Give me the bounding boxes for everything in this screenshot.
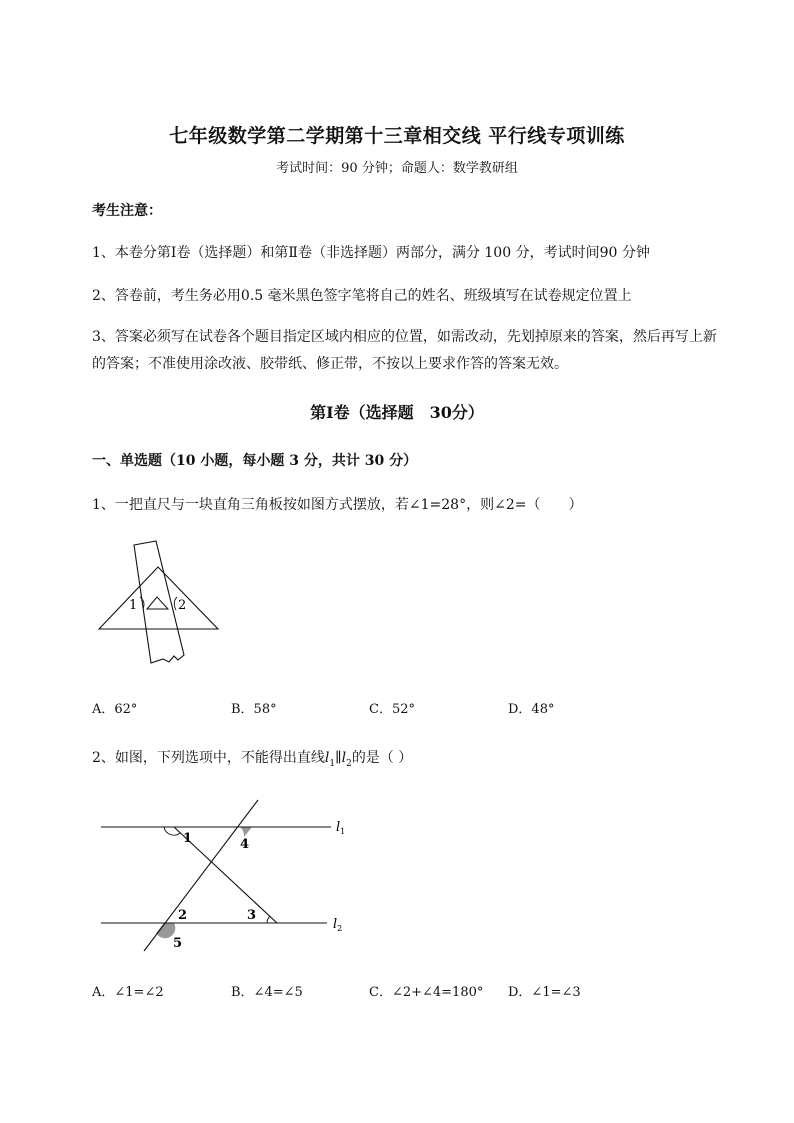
question-1-figure: [90, 540, 230, 665]
q1-option-c[interactable]: C．52°: [369, 702, 415, 717]
angle-1-label: 1: [129, 598, 138, 613]
question-2-stem: [92, 747, 412, 769]
l2-label: $l_2$: [333, 917, 343, 933]
l1-letter: l: [324, 750, 330, 766]
notice-heading: 考生注意：: [92, 203, 162, 219]
angle-2-arc: [174, 597, 177, 610]
page-title: 七年级数学第二学期第十三章相交线 平行线专项训练: [169, 125, 625, 147]
angle-4-shade: [240, 827, 252, 837]
l2-letter: l: [341, 750, 347, 766]
q2-option-b[interactable]: B．∠4=∠5: [231, 985, 303, 1000]
exam-info: 考试时间：90 分钟；命题人：数学教研组: [276, 161, 518, 176]
ruler: [134, 541, 187, 663]
notice-item: 1、本卷分第Ⅰ卷（选择题）和第Ⅱ卷（非选择题）两部分，满分 100 分，考试时间90 分钟: [92, 245, 650, 261]
stem-text-end: 的是（ ）: [351, 750, 413, 766]
question-1-stem: 1、一把直尺与一块直角三角板按如图方式摆放，若∠1=28°，则∠2=（ ）: [92, 497, 583, 513]
q1-option-b[interactable]: B．58°: [231, 702, 277, 717]
q2-option-d[interactable]: D．∠1=∠3: [508, 985, 581, 1000]
l2-subscript: 2: [346, 758, 352, 769]
notice-item: 2、答卷前，考生务必用0.5 毫米黑色签字笔将自己的姓名、班级填写在试卷规定位置上: [92, 288, 632, 304]
question-2-figure: [95, 795, 365, 965]
angle-3-arc: [267, 916, 270, 923]
q1-option-d[interactable]: D．48°: [508, 702, 555, 717]
section-title: 第Ⅰ卷（选择题 30分）: [310, 403, 484, 422]
parallel-symbol: ∥: [335, 750, 342, 766]
angle-5-label: 5: [173, 936, 183, 951]
q2-option-a[interactable]: A．∠1=∠2: [92, 985, 164, 1000]
angle-2-label: 2: [178, 908, 188, 923]
stem-text-start: 2、如图，下列选项中，不能得出直线: [92, 750, 325, 766]
angle-1-label: 1: [183, 831, 193, 846]
angle-4-label: 4: [240, 837, 250, 852]
part-heading: 一、单选题（10 小题，每小题 3 分，共计 30 分）: [92, 453, 418, 469]
transversal-a: [144, 800, 258, 951]
notice-item: 的答案；不准使用涂改液、胶带纸、修正带，不按以上要求作答的答案无效。: [92, 356, 568, 372]
angle-2-label: 2: [178, 598, 187, 613]
l1-label: $l_1$: [336, 820, 346, 836]
q2-option-c[interactable]: C．∠2+∠4=180°: [369, 985, 484, 1000]
l1-subscript: 1: [329, 758, 336, 769]
q1-option-a[interactable]: A．62°: [92, 702, 138, 717]
angle-3-label: 3: [247, 908, 257, 923]
notice-item: 3、答案必须写在试卷各个题目指定区域内相应的位置，如需改动，先划掉原来的答案，然后再写上新: [92, 329, 717, 345]
